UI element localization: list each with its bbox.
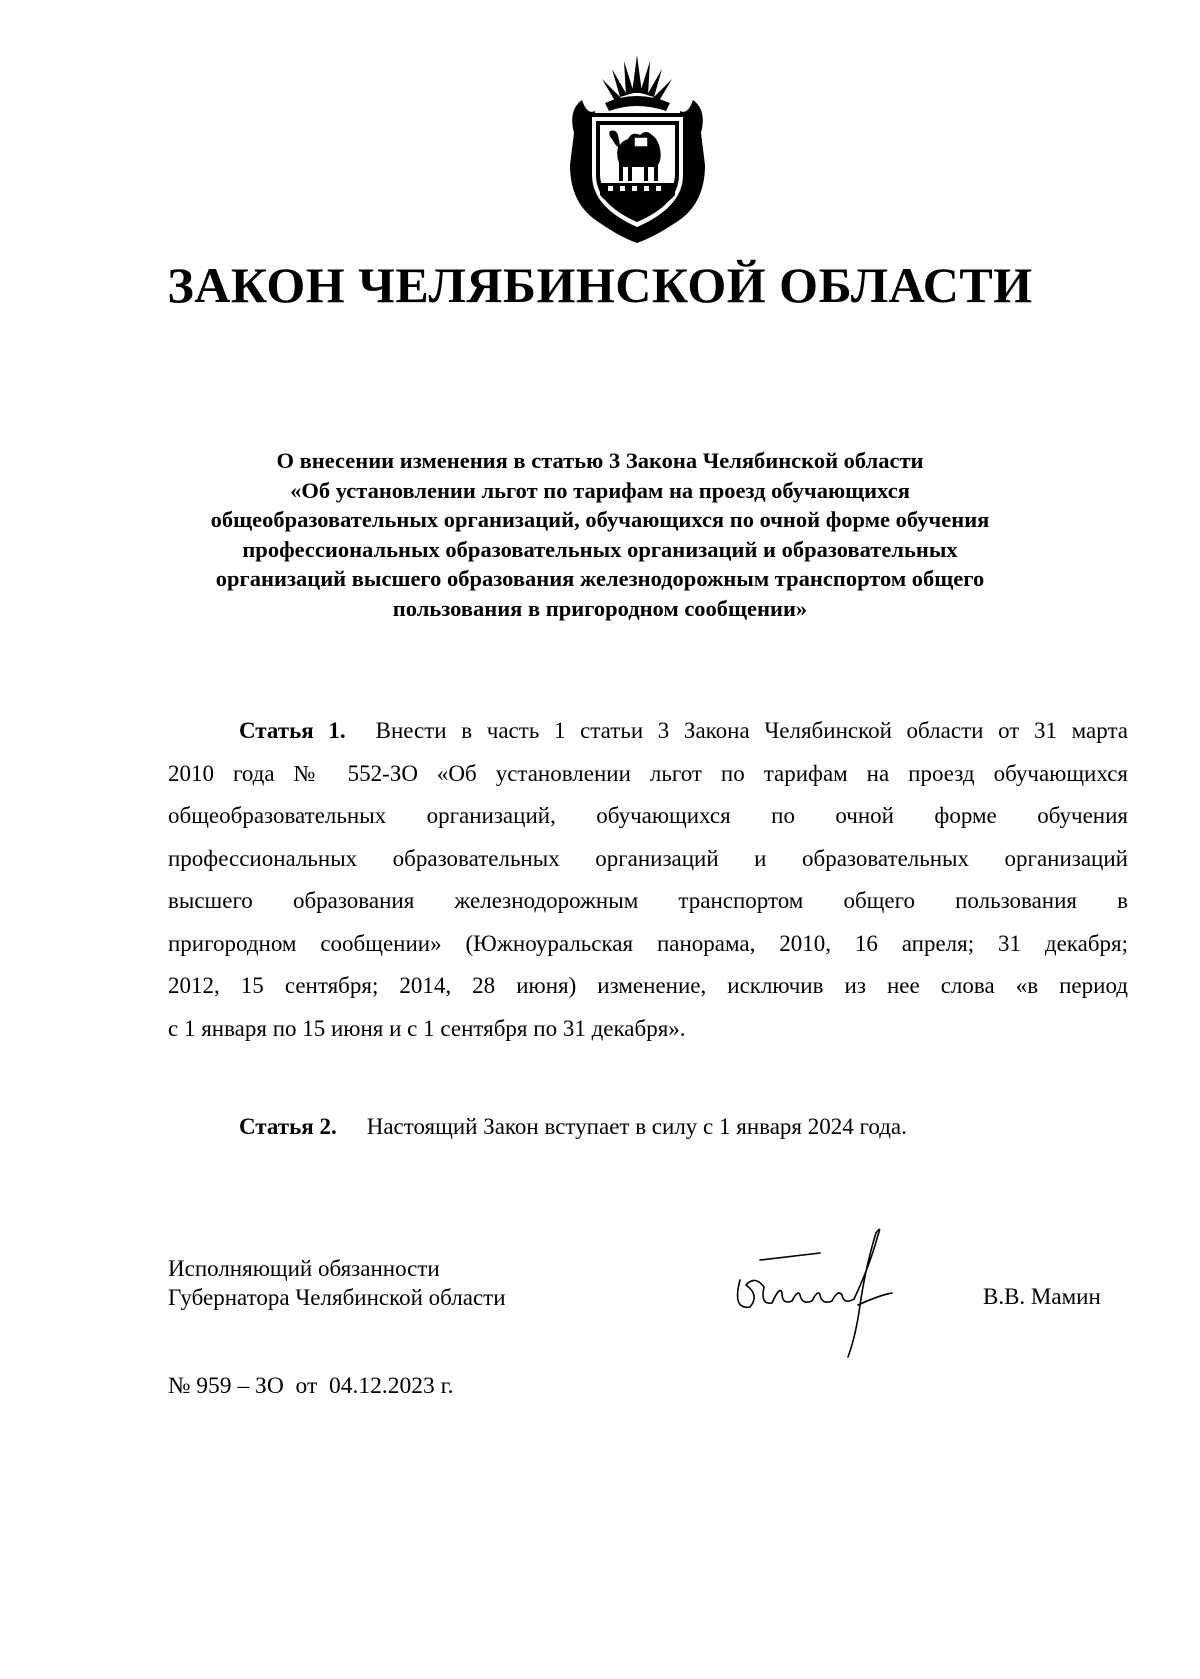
subject-line: «Об установлении льгот по тарифам на проезд обучающихся bbox=[290, 477, 910, 503]
law-number-date: № 959 – ЗО от 04.12.2023 г. bbox=[168, 1373, 454, 1399]
article-1-line: профессиональных образовательных организаций и образовательных организаций bbox=[168, 845, 1128, 871]
article-1-line: высшего образования железнодорожным транспортом общего пользования в bbox=[168, 888, 1128, 913]
subject-line: организаций высшего образования железнодорожным транспортом общего bbox=[215, 566, 985, 591]
subject-line: профессиональных образовательных организаций и образовательных bbox=[242, 536, 958, 562]
handwritten-signature bbox=[720, 1225, 920, 1375]
subject-line: О внесении изменения в статью 3 Закона Челябинской области bbox=[276, 448, 924, 473]
article-1-label: Статья 1. bbox=[239, 718, 346, 743]
article-2-label: Статья 2. bbox=[239, 1114, 337, 1139]
article-2 bbox=[239, 1112, 907, 1142]
article-2-text: Настоящий Закон вступает в силу с 1 января 2024 года. bbox=[366, 1114, 907, 1139]
article-1-line: 2010 года № 552-ЗО «Об установлении льгот по тарифам на проезд обучающихся bbox=[168, 760, 1128, 786]
article-1 bbox=[168, 710, 1128, 1050]
signer-name: В.В. Мамин bbox=[983, 1284, 1101, 1309]
article-1-text: Внести в часть 1 статьи 3 Закона Челябинской области от 31 марта bbox=[375, 718, 1128, 743]
article-1-line: общеобразовательных организаций, обучающихся по очной форме обучения bbox=[168, 803, 1128, 828]
article-1-line: с 1 января по 15 июня и с 1 сентября по 31 декабря». bbox=[168, 1015, 686, 1041]
signer-position bbox=[168, 1254, 506, 1312]
law-subject bbox=[150, 446, 1050, 623]
article-1-line: 2012, 15 сентября; 2014, 28 июня) изменение, исключив из нее слова «в период bbox=[168, 973, 1128, 998]
article-1-line bbox=[168, 710, 1128, 753]
coat-of-arms-icon bbox=[560, 55, 715, 245]
subject-line: общеобразовательных организаций, обучающихся по очной форме обучения bbox=[210, 507, 990, 532]
signer-position-line: Исполняющий обязанности bbox=[168, 1256, 440, 1281]
law-title: ЗАКОН ЧЕЛЯБИНСКОЙ ОБЛАСТИ bbox=[167, 257, 1033, 313]
article-1-line: пригородном сообщении» (Южноуральская панорама, 2010, 16 апреля; 31 декабря; bbox=[168, 930, 1128, 956]
subject-line: пользования в пригородном сообщении» bbox=[392, 595, 808, 621]
signer-position-line: Губернатора Челябинской области bbox=[168, 1285, 506, 1310]
